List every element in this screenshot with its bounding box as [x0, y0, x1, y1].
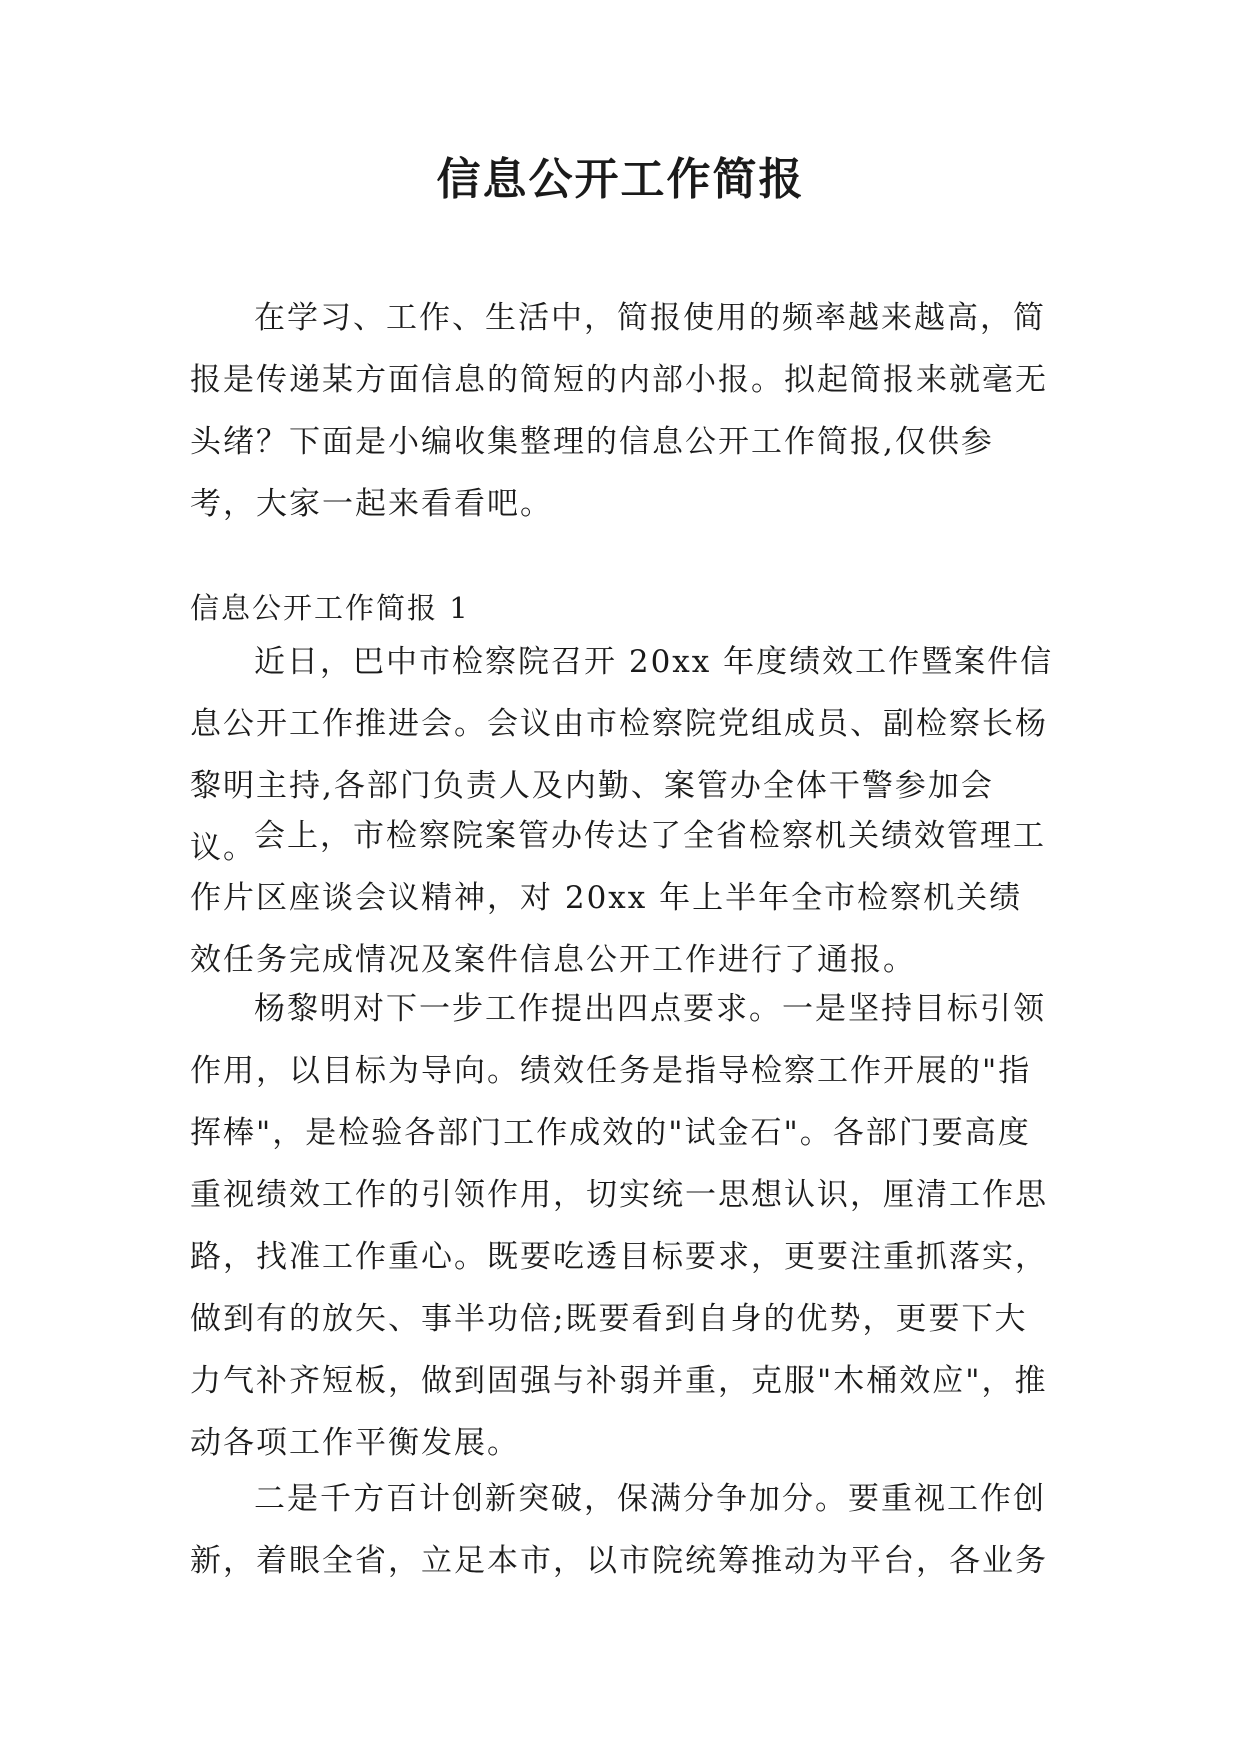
- body-paragraph-3: 杨黎明对下一步工作提出四点要求。一是坚持目标引领作用，以目标为导向。绩效任务是指导检察工作开展的"指挥棒"，是检验各部门工作成效的"试金石"。各部门要高度重视绩效工作的引领作用，切实统一思想认识，厘清工作思路，找准工作重心。既要吃透目标要求，更要注重抓落实，做到有的放矢、事半功倍;既要看到自身的优势，更要下大力气补齐短板，做到固强与补弱并重，克服"木桶效应"，推动各项工作平衡发展。: [190, 991, 1048, 1461]
- body-paragraph-2: 会上，市检察院案管办传达了全省检察机关绩效管理工作片区座谈会议精神，对 20xx 年上半年全市检察机关绩效任务完成情况及案件信息公开工作进行了通报。: [190, 818, 1046, 978]
- section-heading: 信息公开工作简报 1: [190, 591, 470, 625]
- body-paragraph-4: 二是千方百计创新突破，保满分争加分。要重视工作创新，着眼全省，立足本市，以市院统筹推动为平台，各业务: [190, 1481, 1048, 1579]
- body-paragraph-1: 近日，巴中市检察院召开 20xx 年度绩效工作暨案件信息公开工作推进会。会议由市检察院党组成员、副检察长杨黎明主持,各部门负责人及内勤、案管办全体干警参加会议。: [190, 644, 1054, 866]
- document-title: 信息公开工作简报: [436, 154, 805, 205]
- intro-paragraph: 在学习、工作、生活中，简报使用的频率越来越高，简报是传递某方面信息的简短的内部小报。拟起简报来就毫无头绪？下面是小编收集整理的信息公开工作简报,仅供参考，大家一起来看看吧。: [190, 300, 1048, 522]
